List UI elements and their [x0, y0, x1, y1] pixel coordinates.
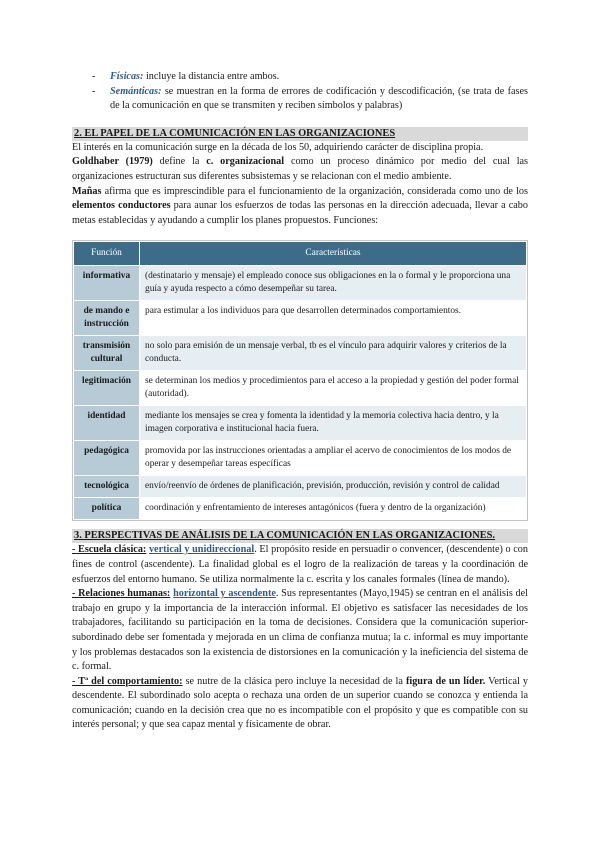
- comport-text-a: se nutre de la clásica pero incluye la necesidad de la: [182, 675, 406, 687]
- function-description: (destinatario y mensaje) el empleado conoce sus obligaciones en la o formal y le proporciona una guía y ayuda respecto a cómo desempeñar su tarea.: [140, 266, 526, 300]
- function-name: pedagógica: [74, 441, 139, 475]
- table-row: [74, 441, 526, 475]
- function-name: tecnológica: [74, 476, 139, 497]
- function-description: se determinan los medios y procedimientos para el acceso a la propiedad y gestión del poder formal (autoridad).: [140, 371, 526, 405]
- bullet-fisicas: [72, 70, 528, 85]
- term-vertical-unidireccional: vertical y unidireccional: [148, 544, 255, 556]
- escuela-clasica-label: - Escuela clásica:: [72, 544, 147, 556]
- author-manas: Mañas: [72, 185, 102, 197]
- table-row: [74, 371, 526, 405]
- teoria-comportamiento-paragraph: [72, 675, 528, 733]
- p3-text-b: para aunar los esfuerzos de todas las personas en la dirección adecuada, llevar a cabo metas establecidas y ayudando a cumplir los planes propuestos. Funciones:: [72, 200, 528, 226]
- section-2-heading: 2. EL PAPEL DE LA COMUNICACIÓN EN LAS ORGANIZACIONES: [72, 127, 528, 141]
- function-name: de mando e instrucción: [74, 301, 139, 335]
- term-fisicas: Físicas:: [110, 71, 144, 82]
- function-name: política: [74, 498, 139, 519]
- relaciones-humanas-paragraph: [72, 587, 528, 675]
- function-description: mediante los mensajes se crea y fomenta la identidad y la memoria colectiva hacia dentro, y la imagen corporativa e institucional hacia fuera.: [140, 406, 526, 440]
- p3-text-a: afirma que es imprescindible para el funcionamiento de la organización, considerada como uno de los: [101, 185, 528, 197]
- page-content: [72, 70, 528, 733]
- table-row: [74, 476, 526, 497]
- table-row: [74, 336, 526, 370]
- p2-text-b: como un proceso dinámico por medio del cual las organizaciones estructuran sus diferentes subsistemas y se relacionan con el medio ambiente.: [72, 156, 529, 182]
- intro-bullet-list: [72, 70, 528, 114]
- function-description: envío/reenvío de órdenes de planificación, previsión, producción, revisión y control de calidad: [140, 476, 526, 497]
- table-row: [74, 498, 526, 519]
- function-description: coordinación y enfrentamiento de intereses antagónicos (fuera y dentro de la organización): [140, 498, 526, 519]
- table-row: [74, 406, 526, 440]
- teoria-comportamiento-label: - Tª del comportamiento:: [72, 675, 183, 687]
- function-description: para estimular a los individuos para que desarrollen determinados comportamientos.: [140, 301, 526, 335]
- section-3-heading: 3. PERSPECTIVAS DE ANÁLISIS DE LA COMUNICACIÓN EN LAS ORGANIZACIONES.: [72, 529, 528, 543]
- table-row: [74, 301, 526, 335]
- p2-text-a: define la: [152, 156, 207, 168]
- escuela-clasica-paragraph: [72, 543, 528, 587]
- bullet-semanticas: [72, 85, 528, 114]
- relaciones-humanas-label: - Relaciones humanas:: [72, 588, 171, 600]
- section-2-paragraph-1: El interés en la comunicación surge en la década de los 50, adquiriendo carácter de disciplina propia.: [72, 141, 484, 153]
- table-row: [74, 266, 526, 300]
- comport-text-b: Vertical y descendente. El subordinado solo acepta o rechaza una orden de un superior cuando se conozca y entienda la comunicación; cuando en la decisión crea que no es incompatible con el propósito y que es compatible con su interés personal; y que sea capaz mental y físicamente de obrar.: [72, 675, 528, 731]
- escuela-clasica-text: . El propósito reside en persuadir o convencer, (descendente) o con fines de control (ascendente). La finalidad global es el logro de la realización de tareas y la coordinación de esfuerzos del entorno humano. Se utiliza normalmente la c. escrita y los canales formales (línea de mando).: [72, 544, 528, 585]
- function-description: no solo para emisión de un mensaje verbal, tb es el vínculo para adquirir valores y criterios de la conducta.: [140, 336, 526, 370]
- header-funcion: Función: [74, 242, 139, 265]
- section-2-paragraph-3: [72, 185, 528, 229]
- bullet-semanticas-text: se muestran en la forma de errores de codificación y descodificación, (se trata de fases de la comunicación en que se transmiten y reciben símbolos y palabras): [110, 85, 528, 112]
- author-goldhaber: Goldhaber (1979): [72, 156, 153, 168]
- header-caracteristicas: Características: [140, 242, 526, 265]
- functions-table: [72, 240, 528, 521]
- relaciones-humanas-text: . Sus representantes (Mayo,1945) se centran en el análisis del trabajo en grupo y la importancia de la interacción informal. El objetivo es satisfacer las necesidades de los trabajadores, facilitando su participación en la toma de decisiones. Considera que la comunicación superior-subordinado debe ser fomentada y mejorada en un clima de confianza mutua; la c. informal es muy importante y los problemas destacados son la existencia de distorsiones en la comunicación y la ineficiencia del sistema de c. formal.: [72, 588, 529, 673]
- function-description: promovida por las instrucciones orientadas a ampliar el acervo de conocimientos de los modos de operar y desempeñar tareas específicas: [140, 441, 526, 475]
- section-2-paragraph-2: [72, 155, 528, 184]
- term-semanticas: Semánticas:: [110, 85, 162, 97]
- term-horizontal-ascendente: horizontal y ascendente: [173, 588, 276, 600]
- term-c-organizacional: c. organizacional: [206, 156, 285, 168]
- function-name: informativa: [74, 266, 139, 300]
- function-name: legitimación: [74, 371, 139, 405]
- table-header-row: [74, 242, 526, 265]
- term-figura-lider: figura de un líder.: [405, 675, 486, 687]
- function-name: transmisión cultural: [74, 336, 139, 370]
- bullet-fisicas-text: incluye la distancia entre ambos.: [143, 71, 280, 82]
- term-elementos-conductores: elementos conductores: [72, 200, 171, 212]
- function-name: identidad: [74, 406, 139, 440]
